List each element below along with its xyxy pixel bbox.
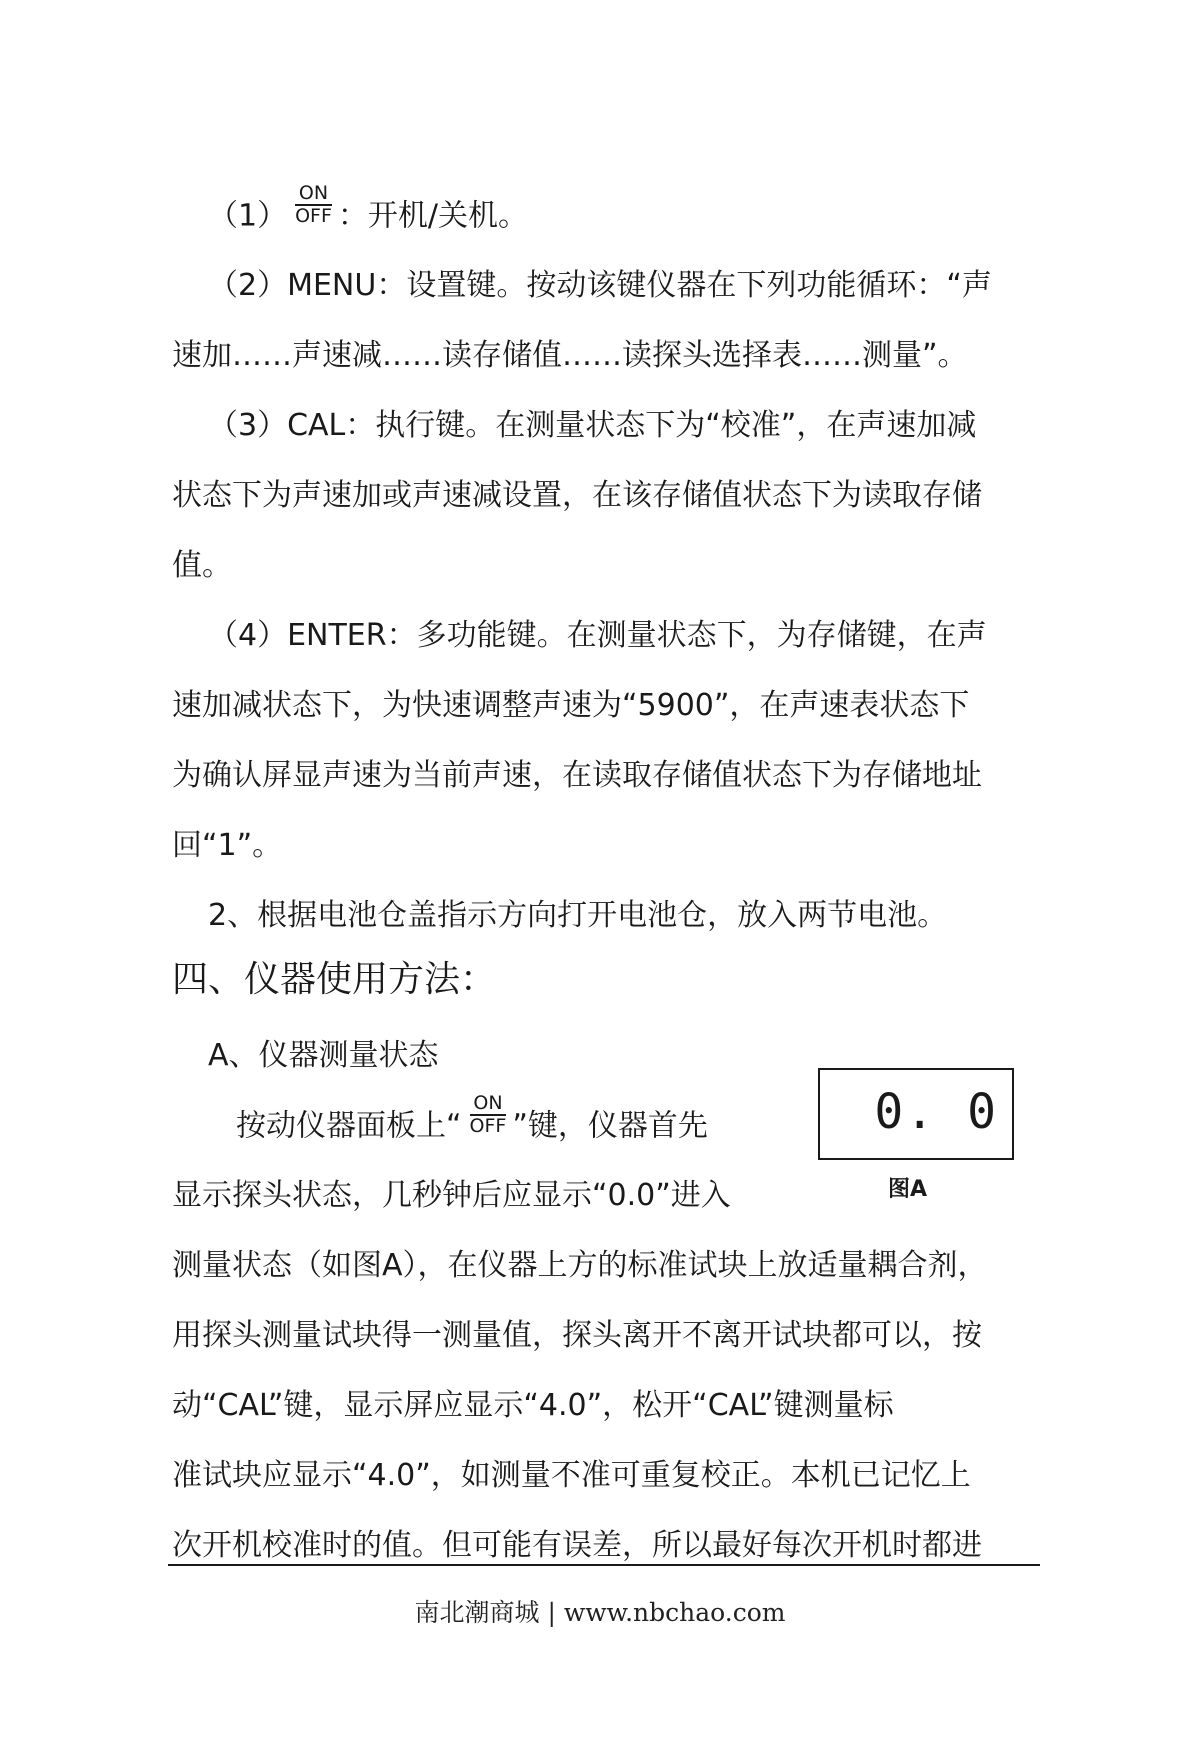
para-line-1-prefix: 按动仪器面板上“ bbox=[236, 1108, 462, 1144]
item-1 bbox=[208, 182, 529, 238]
para-line-4: 用探头测量试块得一测量值，探头离开不离开试块都可以，按 bbox=[172, 1318, 982, 1353]
item-3-line-1: （3）CAL：执行键。在测量状态下为“校准”，在声速加减 bbox=[208, 408, 977, 443]
item-4-line-4: 回“1”。 bbox=[172, 828, 283, 863]
figure-a-display bbox=[818, 1068, 1014, 1160]
para-line-1-suffix: ”键，仪器首先 bbox=[512, 1108, 708, 1144]
item-4-line-1: （4）ENTER：多功能键。在测量状态下，为存储键，在声 bbox=[208, 618, 987, 653]
item-4-line-3: 为确认屏显声速为当前声速，在读取存储值状态下为存储地址 bbox=[172, 758, 982, 793]
item-1-text: ：开机/关机。 bbox=[337, 198, 529, 234]
step-2: 2、根据电池仓盖指示方向打开电池仓，放入两节电池。 bbox=[208, 898, 948, 933]
item-3-line-3: 值。 bbox=[172, 548, 232, 583]
on-off-key-symbol-inline bbox=[470, 1094, 507, 1136]
section-heading: 四、仪器使用方法： bbox=[172, 959, 497, 1000]
item-3-line-2: 状态下为声速加或声速减设置，在该存储值状态下为读取存储 bbox=[172, 478, 982, 513]
footer-text: 南北潮商城 | www.nbchao.com bbox=[414, 1598, 786, 1627]
display-value: 0. 0 bbox=[874, 1084, 998, 1140]
footer-rule bbox=[168, 1564, 1040, 1566]
para-line-6: 准试块应显示“4.0”，如测量不准可重复校正。本机已记忆上 bbox=[172, 1458, 971, 1493]
item-1-prefix: （1） bbox=[208, 198, 288, 234]
off-label-inline: OFF bbox=[469, 1115, 507, 1137]
para-line-3: 测量状态（如图A），在仪器上方的标准试块上放适量耦合剂， bbox=[172, 1248, 988, 1283]
on-off-key-symbol bbox=[295, 184, 332, 226]
subsection-a: A、仪器测量状态 bbox=[208, 1038, 439, 1073]
on-label-inline: ON bbox=[470, 1094, 507, 1116]
para-line-5: 动“CAL”键，显示屏应显示“4.0”，松开“CAL”键测量标 bbox=[172, 1388, 894, 1423]
para-line-1 bbox=[236, 1092, 708, 1148]
para-line-2: 显示探头状态，几秒钟后应显示“0.0”进入 bbox=[172, 1178, 731, 1213]
item-2-line-1: （2）MENU：设置键。按动该键仪器在下列功能循环：“声 bbox=[208, 268, 992, 303]
on-label: ON bbox=[295, 184, 332, 206]
item-4-line-2: 速加减状态下，为快速调整声速为“5900”，在声速表状态下 bbox=[172, 688, 970, 723]
item-2-line-2: 速加……声速减……读存储值……读探头选择表……测量”。 bbox=[172, 338, 968, 373]
off-label: OFF bbox=[295, 205, 332, 227]
para-line-7: 次开机校准时的值。但可能有误差，所以最好每次开机时都进 bbox=[172, 1528, 982, 1563]
figure-a-caption: 图A bbox=[888, 1177, 928, 1202]
